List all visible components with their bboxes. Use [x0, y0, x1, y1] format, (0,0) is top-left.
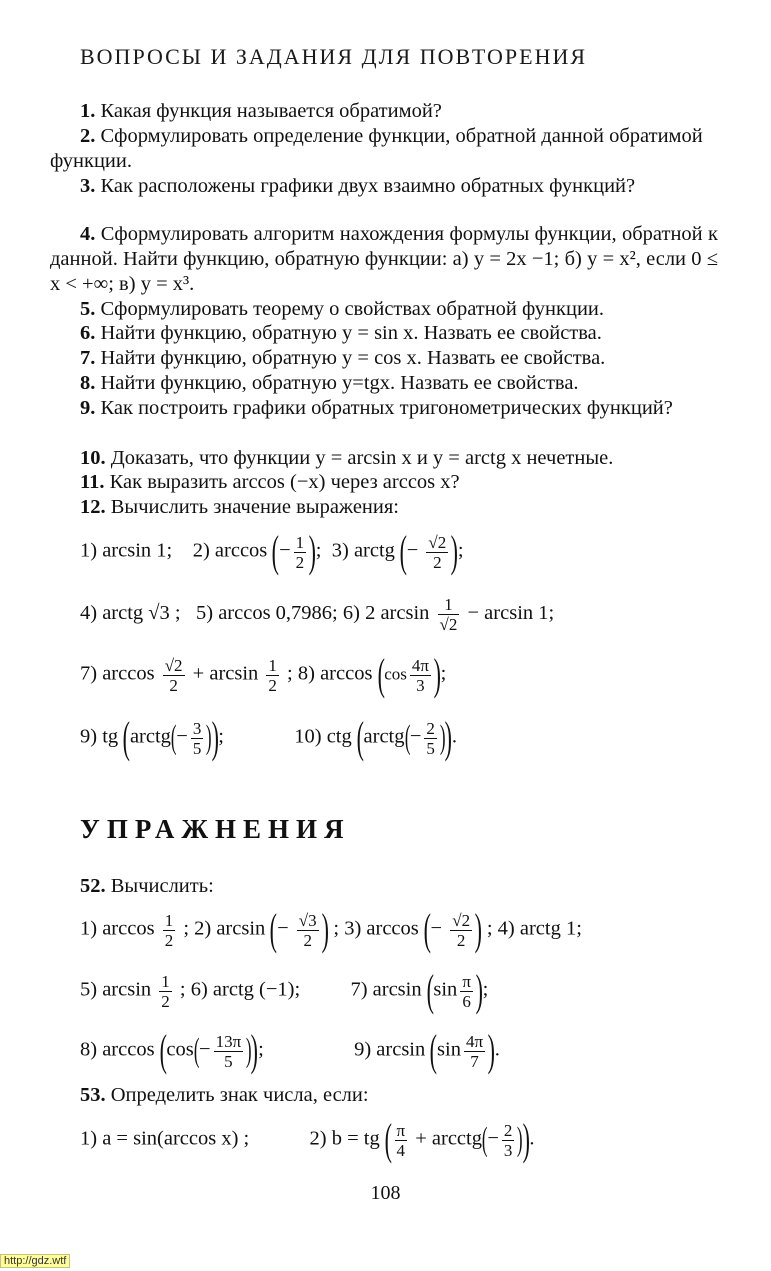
question-4: 4. Сформулировать алгоритм нахождения формулы функции, обратной к данной. Найти функцию, обратную функции: а) y = 2x −1; б) y = x², если 0 ≤ x < +∞; в) y = x³.	[50, 223, 718, 295]
watermark-link[interactable]: http://gdz.wtf	[0, 1254, 70, 1268]
question-2: 2. Сформулировать определение функции, обратной данной обратимой функции.	[50, 125, 703, 172]
question-8: 8. Найти функцию, обратную y=tgx. Назвать ее свойства.	[80, 372, 579, 394]
question-10: 10. Доказать, что функции y = arcsin x и y = arctg x нечетные.	[80, 447, 614, 469]
expr-row-1: 1) arcsin 1; 2) arccos (− $\frac{1}{2}$ ); 3) arctg (− $\frac{√2}{2}$ );	[80, 527, 464, 576]
exercises-heading: УПРАЖНЕНИЯ	[80, 814, 351, 844]
ex52-row-3: 8) arccos (cos(− $\frac{13\pi}{5}$ )); 9) arcsin (sin $\frac{4\pi}{7}$ ).	[80, 1026, 500, 1075]
expr-row-4: 9) tg (arctg(− $\frac{3}{5}$ )); 10) ctg (arctg(− $\frac{2}{5}$ )).	[80, 713, 458, 762]
exercise-53-title: 53. Определить знак числа, если:	[80, 1084, 369, 1106]
expr-row-2: 4) arctg √3 ; 5) arccos 0,7986; 6) 2 arcsin $\frac{1}{√2}$ − arcsin 1;	[80, 595, 555, 634]
question-7: 7. Найти функцию, обратную y = cos x. Назвать ее свойства.	[80, 347, 606, 369]
question-6: 6. Найти функцию, обратную y = sin x. Назвать ее свойства.	[80, 322, 602, 344]
question-9: 9. Как построить графики обратных тригонометрических функций?	[80, 397, 673, 419]
ex52-row-2: 5) arcsin $\frac{1}{2}$ ; 6) arctg (−1); 7) arcsin (sin $\frac{\pi}{6}$ );	[80, 966, 489, 1015]
question-11: 11. Как выразить arccos (−x) через arccos x?	[80, 471, 460, 493]
page-number: 108	[370, 1182, 401, 1204]
exercise-52-title: 52. Вычислить:	[80, 875, 214, 897]
question-3: 3. Как расположены графики двух взаимно обратных функций?	[80, 175, 636, 197]
section-heading: ВОПРОСЫ И ЗАДАНИЯ ДЛЯ ПОВТОРЕНИЯ	[80, 44, 588, 69]
question-1: 1. Какая функция называется обратимой?	[80, 100, 442, 122]
question-5: 5. Сформулировать теорему о свойствах обратной функции.	[80, 298, 605, 320]
ex53-row-1: 1) a = sin(arccos x) ; 2) b = tg ( $\frac{\pi}{4}$ + arcctg(− $\frac{2}{3}$ )).	[80, 1115, 535, 1164]
ex52-row-1: 1) arccos $\frac{1}{2}$ ; 2) arcsin (− $\frac{√3}{2}$ ) ; 3) arccos (− $\frac{√2}{2}$ ) ; 4) arctg 1;	[80, 905, 582, 954]
expr-row-3: 7) arccos $\frac{√2}{2}$ + arcsin $\frac{1}{2}$ ; 8) arccos (cos $\frac{4\pi}{3}$ );	[80, 650, 447, 699]
question-12: 12. Вычислить значение выражения:	[80, 496, 399, 518]
